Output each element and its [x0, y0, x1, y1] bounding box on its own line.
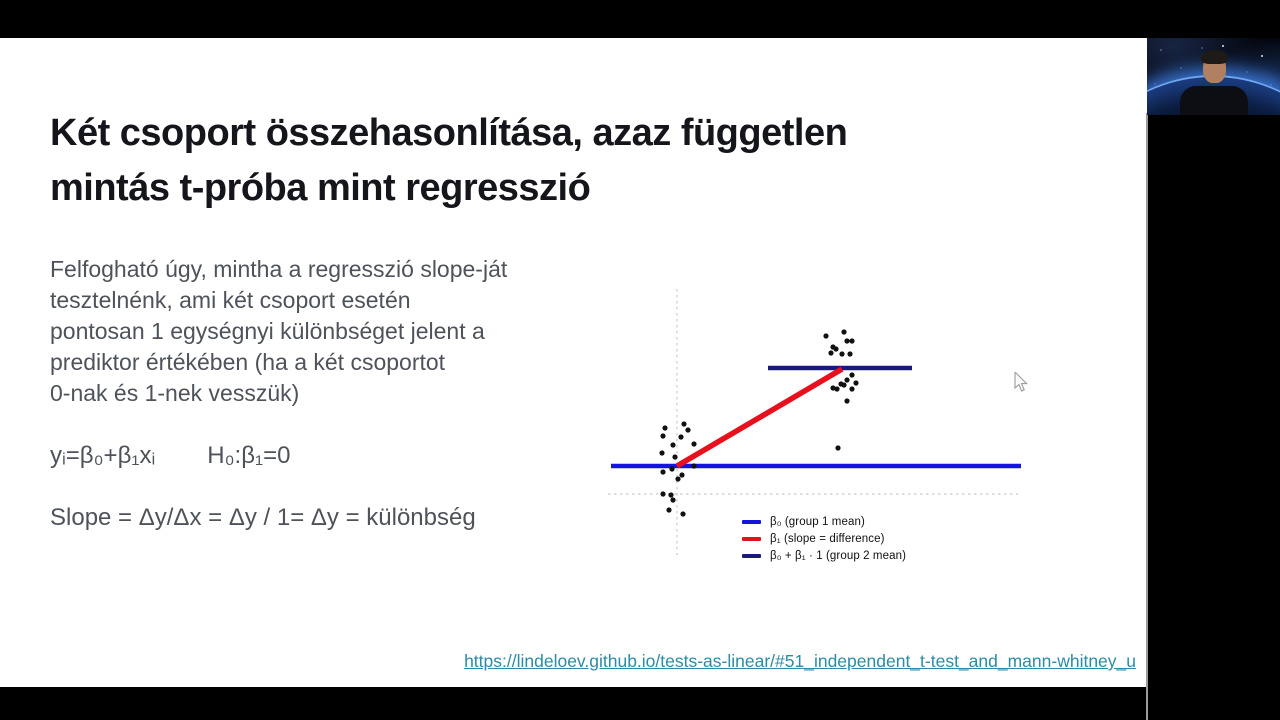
group1-data-point	[662, 425, 667, 430]
slide	[0, 38, 1147, 687]
group2-data-point	[849, 372, 854, 377]
legend-row-slope	[742, 530, 906, 547]
group2-data-point	[844, 338, 849, 343]
group1-data-point	[660, 491, 665, 496]
regression-scatter-chart	[592, 282, 1044, 574]
group1-data-point	[669, 466, 674, 471]
group1-data-point	[670, 497, 675, 502]
group2-data-point	[833, 346, 838, 351]
group1-data-point	[685, 427, 690, 432]
group2-data-point	[839, 351, 844, 356]
group2-data-point	[828, 350, 833, 355]
legend-swatch-navy	[742, 554, 761, 558]
group1-data-point	[672, 454, 677, 459]
group1-data-point	[660, 469, 665, 474]
group1-data-point	[675, 476, 680, 481]
slope-equation: Slope = Δy/Δx = Δy / 1= Δy = különbség	[50, 504, 476, 531]
mouse-cursor-icon	[1014, 372, 1030, 394]
body-paragraph	[50, 254, 610, 409]
group2-data-point	[849, 338, 854, 343]
source-url-link[interactable]: https://lindeloev.github.io/tests-as-linear/#51_independent_t-test_and_mann-whitney_u	[464, 651, 1136, 671]
group1-data-point	[670, 442, 675, 447]
page-title	[50, 106, 1070, 216]
legend-label: β₀ (group 1 mean)	[770, 515, 865, 528]
group2-data-point	[853, 380, 858, 385]
group2-data-point	[847, 351, 852, 356]
regression-formula-row	[50, 442, 290, 470]
group2-data-point	[841, 382, 846, 387]
right-sidebar	[1147, 0, 1280, 720]
body-line: Felfogható úgy, mintha a regresszió slope-ját	[50, 256, 508, 282]
group2-data-point	[830, 385, 835, 390]
chart-legend	[742, 513, 906, 564]
group1-data-point	[679, 472, 684, 477]
slide-edge-separator	[1146, 113, 1148, 720]
group2-data-point	[835, 445, 840, 450]
group1-data-point	[668, 492, 673, 497]
group2-data-point	[849, 386, 854, 391]
group1-data-point	[680, 511, 685, 516]
group1-data-point	[666, 507, 671, 512]
page-title-line-1: Két csoport összehasonlítása, azaz független	[50, 112, 848, 154]
group2-data-point	[844, 398, 849, 403]
group1-data-point	[659, 450, 664, 455]
group1-data-point	[660, 433, 665, 438]
body-line: pontosan 1 egységnyi különbséget jelent a	[50, 318, 485, 344]
null-hypothesis-formula: H₀:β₁=0	[207, 442, 291, 469]
group2-data-point	[841, 329, 846, 334]
group1-data-point	[691, 463, 696, 468]
group1-data-point	[681, 421, 686, 426]
webcam-video-tile	[1147, 38, 1280, 115]
group1-data-point	[691, 441, 696, 446]
page-title-line-2: mintás t-próba mint regresszió	[50, 167, 591, 209]
slope-line	[677, 369, 842, 466]
group2-data-point	[844, 377, 849, 382]
body-line: 0-nak és 1-nek vesszük)	[50, 380, 300, 406]
presenter-hair	[1201, 50, 1228, 64]
legend-label: β₁ (slope = difference)	[770, 532, 885, 545]
legend-row-group2-mean	[742, 547, 906, 564]
regression-model-formula: yᵢ=β₀+β₁xᵢ	[50, 442, 156, 469]
legend-swatch-blue	[742, 520, 761, 524]
body-line: prediktor értékében (ha a két csoportot	[50, 349, 446, 375]
group2-data-point	[823, 333, 828, 338]
presenter-body	[1180, 86, 1248, 115]
legend-row-group1-mean	[742, 513, 906, 530]
legend-label: β₀ + β₁ · 1 (group 2 mean)	[770, 549, 907, 562]
body-line: tesztelnénk, ami két csoport esetén	[50, 287, 411, 313]
legend-swatch-red	[742, 537, 761, 541]
group1-data-point	[678, 434, 683, 439]
